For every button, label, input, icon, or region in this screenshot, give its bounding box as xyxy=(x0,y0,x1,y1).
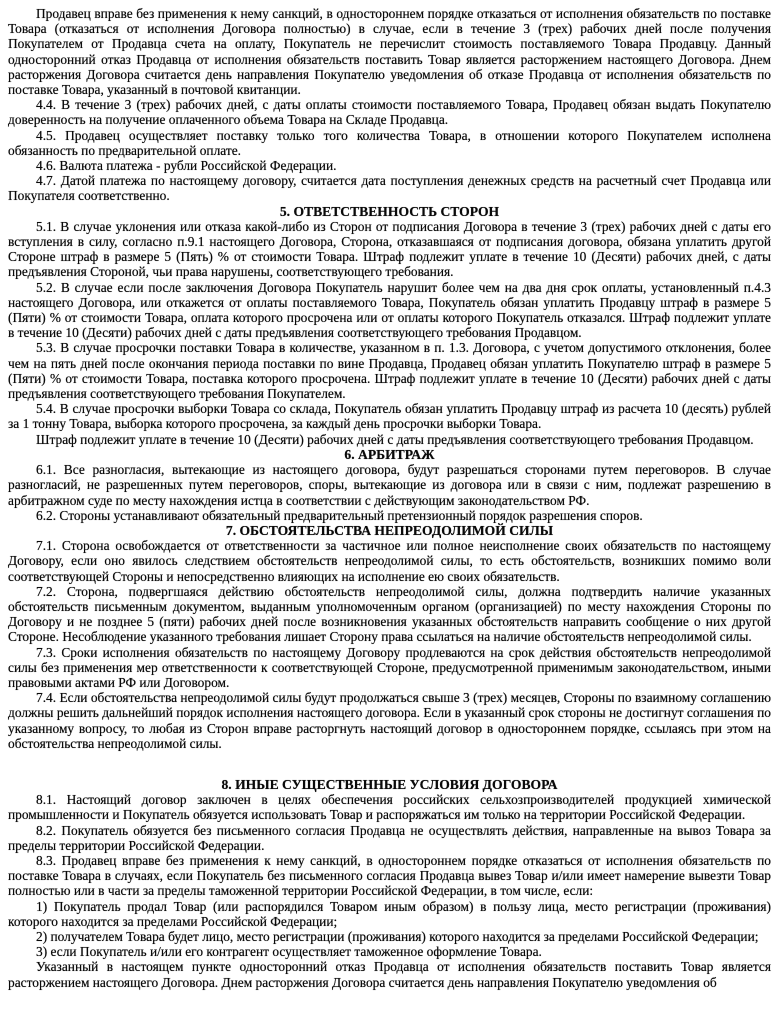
paragraph-4-7: 4.7. Датой платежа по настоящему договору, считается дата поступления денежных средств на расчетный счет Продавца или Покупателя соответственно. xyxy=(8,173,771,204)
paragraph-6-1: 6.1. Все разногласия, вытекающие из настоящего договора, будут разрешаться сторонами путем переговоров. В случае разногласий, не разрешенных путем переговоров, споры, вытекающие из договора или в связи с ним, подлежат разрешению в арбитражном суде по месту нахождения истца в соответствии с действующим законодательством РФ. xyxy=(8,462,771,508)
paragraph-5-4-continuation: Штраф подлежит уплате в течение 10 (Десяти) рабочих дней с даты предъявления соответствующего требования Продавцом. xyxy=(36,431,754,447)
paragraph-7-2: 7.2. Сторона, подвергшаяся действию обстоятельств непреодолимой силы, должна подтвердить наличие указанных обстоятельств письменным документом, выданным уполномоченным органом (организацией) по месту нахождения Стороны по Договору и не позднее 5 (пяти) рабочих дней после возникновения указанных обстоятельств направить сообщение о них другой Стороне. Несоблюдение указанного требования лишает Сторону права ссылаться на наличие обстоятельств непреодолимой силы. xyxy=(8,583,771,645)
paragraph-7-3: 7.3. Сроки исполнения обязательств по настоящему Договору продлеваются на срок действия обстоятельств непреодолимой силы без применения мер ответственности к соответствующей Стороне, предусмотренной применимым законодательством, иными правовыми актами РФ или Договором. xyxy=(8,644,771,690)
paragraph-7-1: 7.1. Сторона освобождается от ответственности за частичное или полное неисполнение своих обязательств по настоящему Договору, если оно явилось следствием обстоятельств непреодолимой силы, то есть обстоятельств, возникших помимо воли соответствующей Стороны и непосредственно влияющих на исполнение ею своих обязательств. xyxy=(8,538,771,584)
paragraph-4-5: 4.5. Продавец осуществляет поставку только того количества Товара, в отношении которого Покупателем исполнена обязанность по предварительной оплате. xyxy=(8,127,771,158)
section-heading-7-force-majeure: 7. ОБСТОЯТЕЛЬСТВА НЕПРЕОДОЛИМОЙ СИЛЫ xyxy=(225,522,554,538)
section-heading-8-other-terms: 8. ИНЫЕ СУЩЕСТВЕННЫЕ УСЛОВИЯ ДОГОВОРА xyxy=(221,776,558,792)
paragraph-8-3-item-3: 3) если Покупатель и/или его контрагент осуществляет таможенное оформление Товара. xyxy=(36,944,542,960)
paragraph-8-3-item-2: 2) получателем Товара будет лицо, место регистрации (проживания) которого находится за пределами Российской Федерации; xyxy=(36,928,759,944)
section-heading-5-responsibility: 5. ОТВЕТСТВЕННОСТЬ СТОРОН xyxy=(279,203,500,219)
paragraph-7-4: 7.4. Если обстоятельства непреодолимой силы будут продолжаться свыше 3 (трех) месяцев, Стороны по взаимному соглашению должны решить дальнейший порядок исполнения настоящего договора. Если в указанный срок стороны не достигнут соглашения по указанному вопросу, то любая из Сторон вправе расторгнуть настоящий договор в одностороннем порядке, ссылаясь при этом на обстоятельства непреодолимой силы. xyxy=(8,690,771,751)
paragraph-8-2: 8.2. Покупатель обязуется без письменного согласия Продавца не осуществлять действия, направленные на вывоз Товара за пределы территории Российской Федерации. xyxy=(8,822,771,853)
paragraph-5-1: 5.1. В случае уклонения или отказа какой-либо из Сторон от подписания Договора в течение 3 (трех) рабочих дней с даты его вступления в силу, согласно п.9.1 настоящего Договора, Сторона, отказавшаяся от подписания договора, обязана уплатить другой Стороне штраф в размере 5 (Пять) % от стоимости Товара. Штраф подлежит уплате в течение 10 (Десяти) рабочих дней, с даты предъявления Стороной, чьи права нарушены, соответствующего требования. xyxy=(8,218,771,280)
paragraph-4-4: 4.4. В течение 3 (трех) рабочих дней, с даты оплаты стоимости поставляемого Товара, Продавец обязан выдать Покупателю доверенность на получение оплаченного объема Товара на Складе Продавца. xyxy=(8,97,771,128)
paragraph-6-2: 6.2. Стороны устанавливают обязательный предварительный претензионный порядок разрешения споров. xyxy=(36,507,643,523)
paragraph-8-3: 8.3. Продавец вправе без применения к нему санкций, в одностороннем порядке отказаться от исполнения обязательств по поставке Товара в случаях, если Покупатель без письменного согласия Продавца вывез Товар и/или имеет намерение вывезти Товар полностью или в части за пределы таможенной территории Российской Федерации, в том числе, если: xyxy=(8,852,771,899)
paragraph-5-3: 5.3. В случае просрочки поставки Товара в количестве, указанном в п. 1.3. Договора, с учетом допустимого отклонения, более чем на пять дней после окончания периода поставки по вине Продавца, Продавец обязан уплатить Покупателю штраф в размере 5 (Пяти) % от стоимости Товара, поставка которого просрочена. Штраф подлежит уплате в течение 10 (Десяти) рабочих дней с даты предъявления соответствующего требования Покупателем. xyxy=(8,340,771,402)
paragraph-8-1: 8.1. Настоящий договор заключен в целях обеспечения российских сельхозпроизводителей продукцией химической промышленности и Покупатель обязуется использовать Товар и распоряжаться им только на территории Российской Федерации. xyxy=(8,792,771,823)
paragraph-4-3-continuation: Продавец вправе без применения к нему санкций, в одностороннем порядке отказаться от исполнения обязательств по поставке Товара (отказаться от исполнения Договора полностью) в случае, если в течение 3 (трех) рабочих дней после получения Покупателем от Продавца счета на оплату, Покупатель не перечислит стоимость поставляемого Товара Продавцу. Данный односторонний отказ Продавца от исполнения обязательств поставить Товар является расторжением настоящего Договора. Днем расторжения Договора считается день направления Покупателю уведомления об отказе Продавца от исполнения обязательств по поставке Товара, указанный в почтовой квитанции. xyxy=(8,6,771,98)
paragraph-8-3-closing: Указанный в настоящем пункте односторонний отказ Продавца от исполнения обязательств поставить Товар является расторжением настоящего Договора. Днем расторжения Договора считается день направления Покупателю уведомления об xyxy=(8,959,771,990)
section-heading-6-arbitration: 6. АРБИТРАЖ xyxy=(344,446,435,462)
paragraph-5-4: 5.4. В случае просрочки выборки Товара со склада, Покупатель обязан уплатить Продавцу штраф из расчета 10 (десять) рублей за 1 тонну Товара, выборка которого просрочена, за каждый день просрочки выборки Товара. xyxy=(8,401,771,432)
paragraph-5-2: 5.2. В случае если после заключения Договора Покупатель нарушит более чем на два дня срок оплаты, установленный п.4.3 настоящего Договора, или откажется от оплаты поставляемого Товара, Покупатель обязан уплатить Продавцу штраф в размере 5 (Пяти) % от стоимости Товара, оплата которого просрочена или от оплаты которого Покупатель отказался. Штраф подлежит уплате в течение 10 (Десяти) рабочих дней с даты предъявления соответствующего требования Продавцом. xyxy=(8,279,771,341)
paragraph-4-6: 4.6. Валюта платежа - рубли Российской Федерации. xyxy=(36,158,337,174)
paragraph-8-3-item-1: 1) Покупатель продал Товар (или распорядился Товаром иным образом) в пользу лица, место регистрации (проживания) которого находится за пределами Российской Федерации; xyxy=(8,898,771,929)
